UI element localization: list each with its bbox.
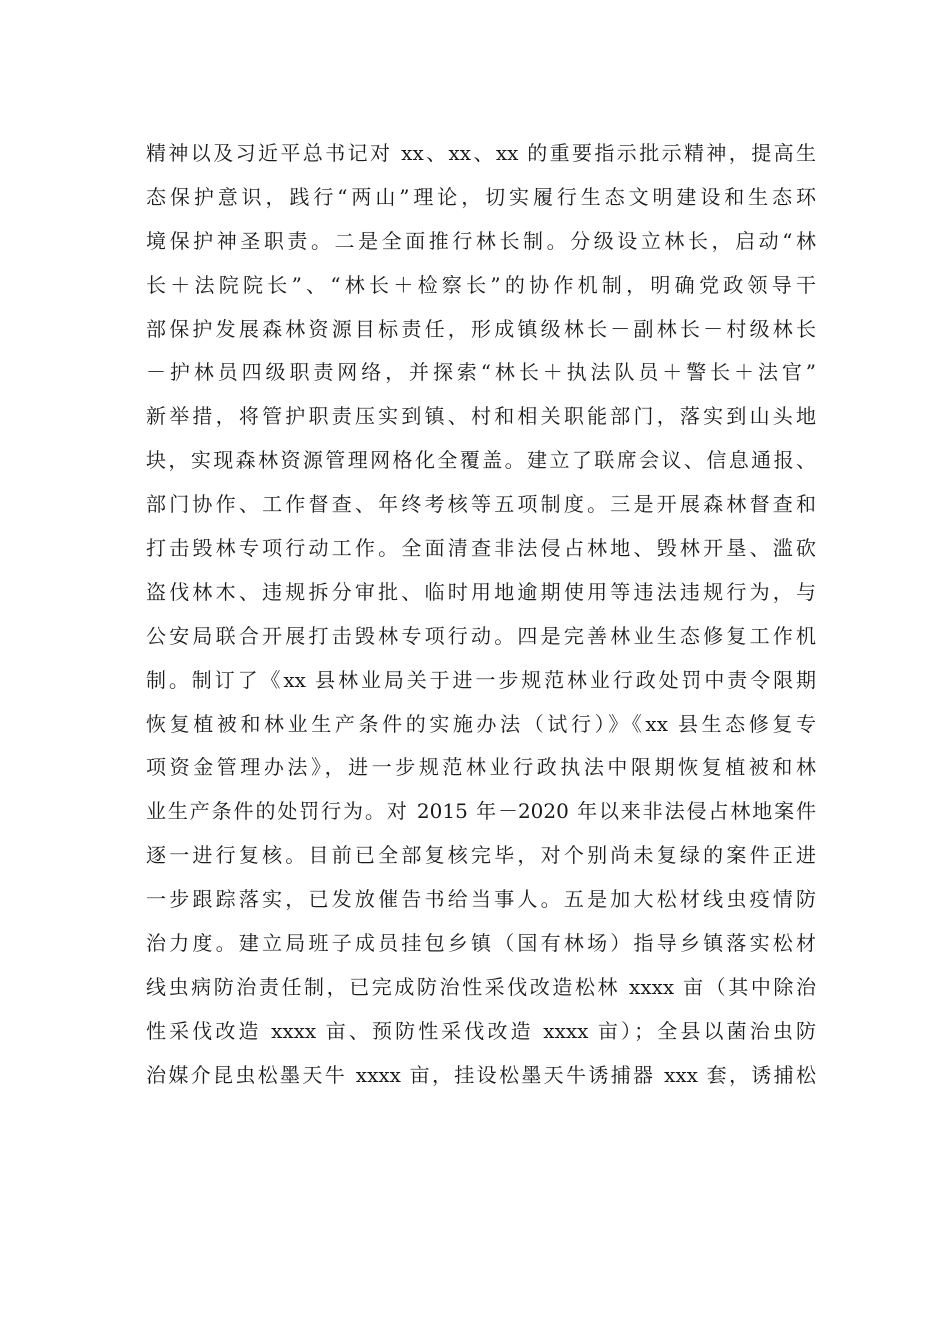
text-line-14: 恢复植被和林业生产条件的实施办法（试行）》《xx 县生态修复专 [146, 711, 816, 736]
text-line-15: 项资金管理办法》，进一步规范林业行政执法中限期恢复植被和林 [146, 755, 816, 780]
text-line-1: 精神以及习近平总书记对 xx、xx、xx 的重要指示批示精神，提高生 [146, 141, 816, 165]
text-line-3: 境保护神圣职责。二是全面推行林长制。分级设立林长，启动“林 [146, 228, 816, 253]
text-line-5: 部保护发展森林资源目标责任，形成镇级林长－副林长－村级林长 [146, 316, 816, 341]
text-line-21: 性采伐改造 xxxx 亩、预防性采伐改造 xxxx 亩）；全县以菌治虫防 [146, 1018, 816, 1043]
text-line-8: 块，实现森林资源管理网格化全覆盖。建立了联席会议、信息通报、 [146, 448, 816, 473]
text-line-16: 业生产条件的处罚行为。对 2015 年－2020 年以来非法侵占林地案件 [146, 799, 816, 824]
text-line-9: 部门协作、工作督查、年终考核等五项制度。三是开展森林督查和 [146, 492, 816, 517]
text-line-22: 治媒介昆虫松墨天牛 xxxx 亩，挂设松墨天牛诱捕器 xxx 套，诱捕松 [146, 1062, 816, 1087]
text-line-12: 公安局联合开展打击毁林专项行动。四是完善林业生态修复工作机 [146, 623, 816, 648]
text-line-19: 治力度。建立局班子成员挂包乡镇（国有林场）指导乡镇落实松材 [146, 931, 816, 956]
text-line-6: －护林员四级职责网络，并探索“林长＋执法队员＋警长＋法官” [146, 360, 816, 385]
text-line-4: 长＋法院院长”、“林长＋检察长”的协作机制，明确党政领导干 [146, 272, 816, 297]
text-line-10: 打击毁林专项行动工作。全面清查非法侵占林地、毁林开垦、滥砍 [146, 536, 816, 561]
text-line-2: 态保护意识，践行“两山”理论，切实履行生态文明建设和生态环 [146, 184, 816, 209]
text-line-18: 一步跟踪落实，已发放催告书给当事人。五是加大松材线虫疫情防 [146, 887, 816, 912]
text-line-17: 逐一进行复核。目前已全部复核完毕，对个别尚未复绿的案件正进 [146, 843, 816, 868]
body-paragraph [146, 132, 816, 1098]
text-line-20: 线虫病防治责任制，已完成防治性采伐改造松林 xxxx 亩（其中除治 [146, 974, 816, 999]
text-line-7: 新举措，将管护职责压实到镇、村和相关职能部门，落实到山头地 [146, 404, 816, 429]
text-line-13: 制。制订了《xx 县林业局关于进一步规范林业行政处罚中责令限期 [146, 667, 816, 692]
text-line-11: 盗伐林木、违规拆分审批、临时用地逾期使用等违法违规行为，与 [146, 579, 816, 604]
